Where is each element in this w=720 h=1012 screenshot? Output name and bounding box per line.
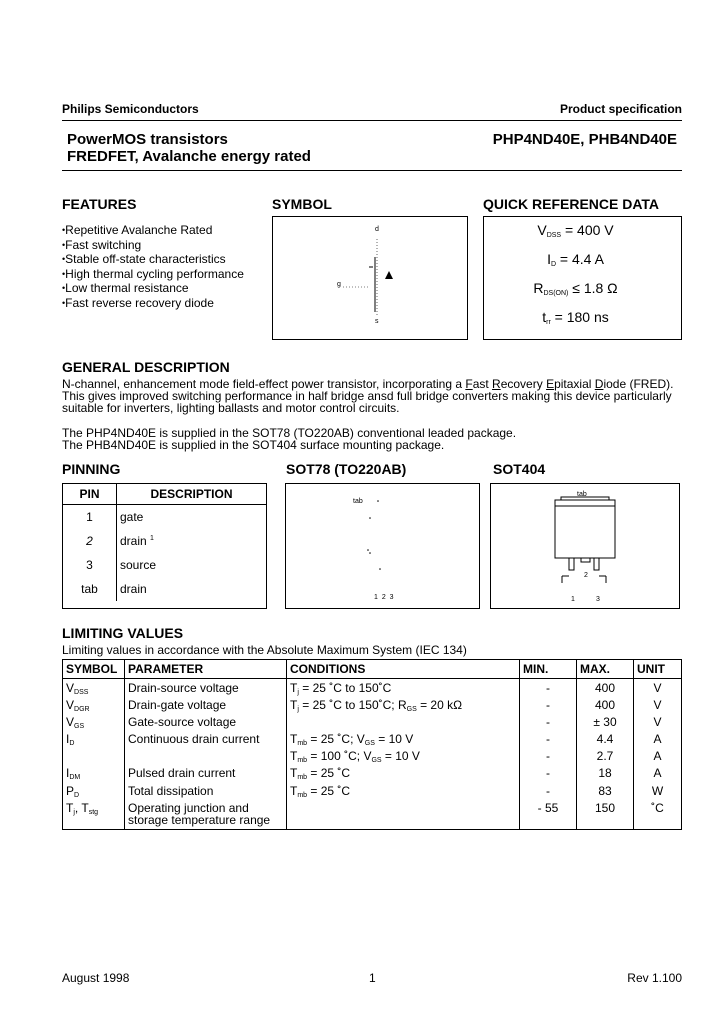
qrd-vdss: $V_{DSS} = 400$ V xyxy=(537,222,614,239)
sot404-tab-label: tab xyxy=(577,491,587,498)
features-heading: FEATURES xyxy=(62,196,137,212)
table-row: $I_{DM}$ Pulsed drain current $T_{mb} = 25$ ˚C - 18 A xyxy=(63,767,682,784)
pinning-table xyxy=(63,484,266,601)
sot404-package-icon xyxy=(491,484,679,608)
sot78-box xyxy=(285,483,480,609)
sot78-heading: SOT78 (TO220AB) xyxy=(286,461,407,477)
sot404-pin1-label: 1 xyxy=(571,596,575,603)
sot404-box xyxy=(490,483,680,609)
limiting-heading: LIMITING VALUES xyxy=(62,625,184,641)
feature-item: • Repetitive Avalanche Rated xyxy=(62,223,244,238)
footer-page: 1 xyxy=(369,971,376,985)
sot404-pin2-label: 2 xyxy=(584,572,588,579)
table-row: $T_{mb} = 100$ ˚C; $V_{GS} = 10$ V - 2.7 A xyxy=(63,750,682,767)
doc-type: Product specification xyxy=(559,102,682,116)
table-row: $V_{GS}$ Gate-source voltage - ± 30 V xyxy=(63,716,682,733)
table-row: 1 gate xyxy=(63,505,266,530)
table-row: $I_D$ Continuous drain current $T_{mb} = 25$ ˚C; $V_{GS} = 10$ V - 4.4 A xyxy=(63,733,682,750)
pinning-heading: PINNING xyxy=(62,461,121,477)
table-header-row: SYMBOL PARAMETER CONDITIONS MIN. MAX. UNIT xyxy=(63,660,682,679)
table-row: $V_{DSS}$ Drain-source voltage $T_j = 25$ ˚C to 150˚C - 400 V xyxy=(63,679,682,700)
general-heading: GENERAL DESCRIPTION xyxy=(62,359,230,375)
table-row: $P_D$ Total dissipation $T_{mb} = 25$ ˚C - 83 W xyxy=(63,785,682,802)
sot404-pin3-label: 3 xyxy=(596,596,600,603)
sot78-pin-labels: 1 2 3 xyxy=(374,594,395,601)
sot78-package-icon xyxy=(286,484,479,608)
limiting-table xyxy=(62,659,682,830)
table-row: 3 source xyxy=(63,553,266,577)
table-row: 2 drain $^1$ xyxy=(63,529,266,553)
symbol-s-label: s xyxy=(375,318,379,325)
table-row: $V_{DGR}$ Drain-gate voltage $T_j = 25$ ˚C to 150˚C; $R_{GS} = 20$ kΩ - 400 V xyxy=(63,699,682,716)
footer-date: August 1998 xyxy=(62,971,130,985)
pin-col-header: PIN xyxy=(63,484,117,505)
table-row: $T_j$, $T_{stg}$ Operating junction and storage temperature range - 55 150 ˚C xyxy=(63,802,682,830)
header-rule xyxy=(62,120,682,121)
qrd-heading: QUICK REFERENCE DATA xyxy=(483,196,660,212)
title-line1: PowerMOS transistors xyxy=(67,131,228,148)
part-numbers: PHP4ND40E, PHB4ND40E xyxy=(492,131,677,148)
general-paragraph-3: The PHB4ND40E is supplied in the SOT404 surface mounting package. xyxy=(62,438,445,452)
title-line2: FREDFET, Avalanche energy rated xyxy=(67,148,311,165)
feature-item: • High thermal cycling performance xyxy=(62,267,244,282)
sot78-tab-label: tab xyxy=(353,498,363,505)
qrd-rds: $R_{DS(ON)} \le 1.8$ Ω xyxy=(533,280,618,297)
general-paragraph-1: N-channel, enhancement mode field-effect power transistor, incorporating a Fast Recovery Epitaxial Diode (FRED). This gives improved switching performance in half bridge ansd full bridge converters making this device particularly suitable for inverters, lighting ballasts and motor control circuits. xyxy=(62,377,674,416)
feature-item: • Fast reverse recovery diode xyxy=(62,296,244,311)
limiting-intro: Limiting values in accordance with the Absolute Maximum System (IEC 134) xyxy=(62,643,467,657)
symbol-g-label: g xyxy=(337,281,341,288)
footer-rev: Rev 1.100 xyxy=(627,971,682,985)
qrd-id: $I_D = 4.4$ A xyxy=(547,251,604,268)
symbol-box xyxy=(272,216,468,340)
general-paragraph-2: The PHP4ND40E is supplied in the SOT78 (TO220AB) conventional leaded package. xyxy=(62,426,517,440)
features-list xyxy=(62,223,244,311)
mosfet-symbol-icon xyxy=(273,217,467,339)
feature-item: • Fast switching xyxy=(62,238,244,253)
feature-item: • Stable off-state characteristics xyxy=(62,252,244,267)
title-rule xyxy=(62,170,682,171)
desc-col-header: DESCRIPTION xyxy=(117,484,267,505)
symbol-heading: SYMBOL xyxy=(272,196,332,212)
sot404-heading: SOT404 xyxy=(493,461,546,477)
table-row: tab drain xyxy=(63,577,266,601)
symbol-d-label: d xyxy=(375,226,379,233)
pinning-box xyxy=(62,483,267,609)
feature-item: • Low thermal resistance xyxy=(62,281,244,296)
qrd-trr: $t_{rr} = 180$ ns xyxy=(542,309,609,326)
company-name: Philips Semiconductors xyxy=(62,102,199,116)
